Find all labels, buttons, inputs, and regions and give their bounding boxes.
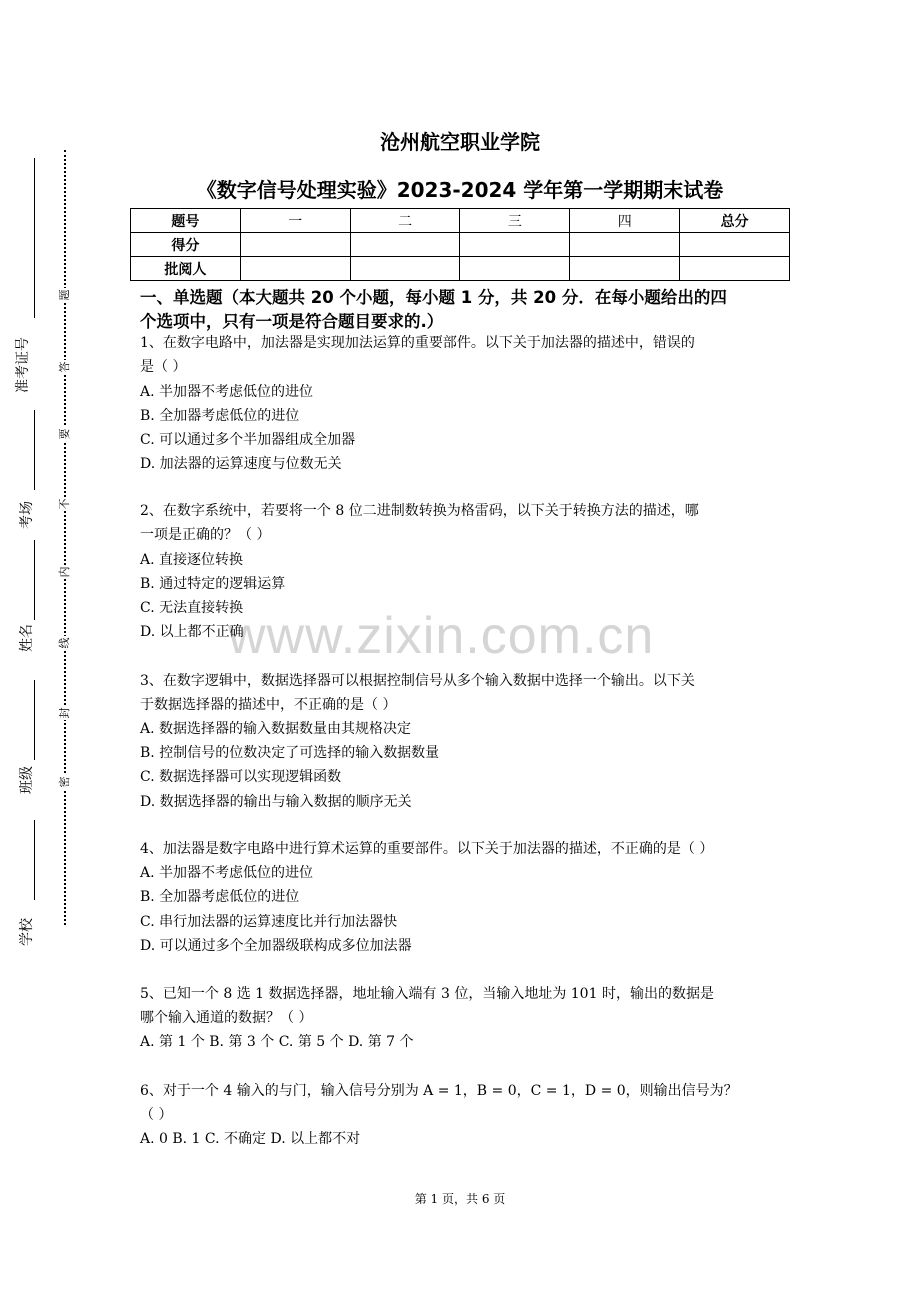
answer-option: C. 串行加法器的运算速度比并行加法器快 (140, 914, 398, 930)
score-table-row (131, 257, 790, 281)
margin-field-line (34, 158, 35, 318)
question-text: 一项是正确的？（ ） (140, 527, 271, 543)
answer-option: A. 直接逐位转换 (140, 552, 244, 568)
score-header-cell: 题号 (131, 209, 241, 233)
question-text: 1、在数字电路中，加法器是实现加法运算的重要部件。以下关于加法器的描述中，错误的 (140, 335, 695, 351)
score-cell (350, 257, 460, 281)
answer-option: C. 无法直接转换 (140, 600, 244, 616)
answer-option: D. 可以通过多个全加器级联构成多位加法器 (140, 938, 412, 954)
score-cell (570, 233, 680, 257)
answer-option: B. 控制信号的位数决定了可选择的输入数据数量 (140, 745, 440, 761)
question-text: （ ） (140, 1107, 173, 1123)
margin-field-exam-room: 考场 (19, 501, 35, 529)
score-header-cell: 一 (240, 209, 350, 233)
score-header-cell: 二 (350, 209, 460, 233)
answer-option: B. 全加器考虑低位的进位 (140, 408, 300, 424)
answer-option: A. 数据选择器的输入数据数量由其规格决定 (140, 721, 412, 737)
margin-field-line (34, 540, 35, 620)
question-text: 哪个输入通道的数据？（ ） (140, 1010, 313, 1026)
seal-char: 答 (58, 361, 71, 373)
margin-field-name: 姓名 (19, 624, 35, 652)
score-row-label: 得分 (131, 233, 241, 257)
seal-char: 内 (58, 566, 71, 578)
score-cell (240, 257, 350, 281)
score-cell (460, 233, 570, 257)
answer-option: B. 通过特定的逻辑运算 (140, 576, 286, 592)
section-title-line2: 个选项中，只有一项是符合题目要求的.） (140, 312, 444, 331)
answer-option: D. 加法器的运算速度与位数无关 (140, 456, 342, 472)
score-cell (680, 233, 790, 257)
score-header-cell: 三 (460, 209, 570, 233)
answer-option: D. 数据选择器的输出与输入数据的顺序无关 (140, 794, 412, 810)
section-title-line1: 一、单选题（本大题共 20 个小题，每小题 1 分，共 20 分．在每小题给出的四 (140, 288, 727, 307)
seal-char: 不 (58, 498, 71, 510)
score-cell (570, 257, 680, 281)
score-cell (460, 257, 570, 281)
answer-option: A. 半加器不考虑低位的进位 (140, 865, 314, 881)
seal-char: 封 (58, 707, 71, 719)
score-header-cell: 总分 (680, 209, 790, 233)
page-footer: 第 1 页，共 6 页 (414, 1192, 506, 1206)
score-table-row (131, 233, 790, 257)
margin-field-line (34, 410, 35, 490)
answer-option: B. 全加器考虑低位的进位 (140, 889, 300, 905)
answer-option: A. 第 1 个 B. 第 3 个 C. 第 5 个 D. 第 7 个 (140, 1034, 414, 1050)
question-text: 3、在数字逻辑中，数据选择器可以根据控制信号从多个输入数据中选择一个输出。以下关 (140, 673, 695, 689)
question-text: 是（ ） (140, 359, 187, 375)
margin-field-class: 班级 (19, 766, 35, 794)
question-text: 5、已知一个 8 选 1 数据选择器，地址输入端有 3 位，当输入地址为 101 时，输出的数据是 (140, 986, 714, 1002)
seal-char: 线 (58, 637, 71, 649)
seal-char: 密 (58, 776, 71, 788)
answer-option: D. 以上都不正确 (140, 624, 244, 640)
answer-option: A. 半加器不考虑低位的进位 (140, 384, 314, 400)
exam-title: 《数字信号处理实验》2023-2024 学年第一学期期末试卷 (196, 178, 724, 202)
answer-option: C. 可以通过多个半加器组成全加器 (140, 432, 356, 448)
school-name: 沧州航空职业学院 (380, 130, 540, 154)
margin-field-line (34, 680, 35, 760)
margin-field-school: 学校 (19, 918, 35, 946)
seal-char: 题 (58, 289, 71, 301)
answer-option: C. 数据选择器可以实现逻辑函数 (140, 769, 342, 785)
score-table (130, 208, 790, 281)
answer-option: A. 0 B. 1 C. 不确定 D. 以上都不对 (140, 1131, 361, 1147)
seal-char: 要 (58, 428, 71, 440)
seal-dotted-line (64, 150, 66, 925)
margin-field-line (34, 820, 35, 900)
score-cell (350, 233, 460, 257)
score-row-label: 批阅人 (131, 257, 241, 281)
margin-field-exam-number: 准考证号 (15, 337, 31, 393)
question-text: 2、在数字系统中，若要将一个 8 位二进制数转换为格雷码，以下关于转换方法的描述，哪 (140, 503, 699, 519)
watermark: www.zixin.com.cn (228, 607, 655, 665)
score-table-header-row (131, 209, 790, 233)
question-text: 于数据选择器的描述中，不正确的是（ ） (140, 697, 397, 713)
score-cell (680, 257, 790, 281)
question-text: 6、对于一个 4 输入的与门，输入信号分别为 A = 1，B = 0，C = 1，D = 0，则输出信号为？ (140, 1083, 738, 1099)
score-cell (240, 233, 350, 257)
score-header-cell: 四 (570, 209, 680, 233)
question-text: 4、加法器是数字电路中进行算术运算的重要部件。以下关于加法器的描述，不正确的是（ ） (140, 841, 714, 857)
